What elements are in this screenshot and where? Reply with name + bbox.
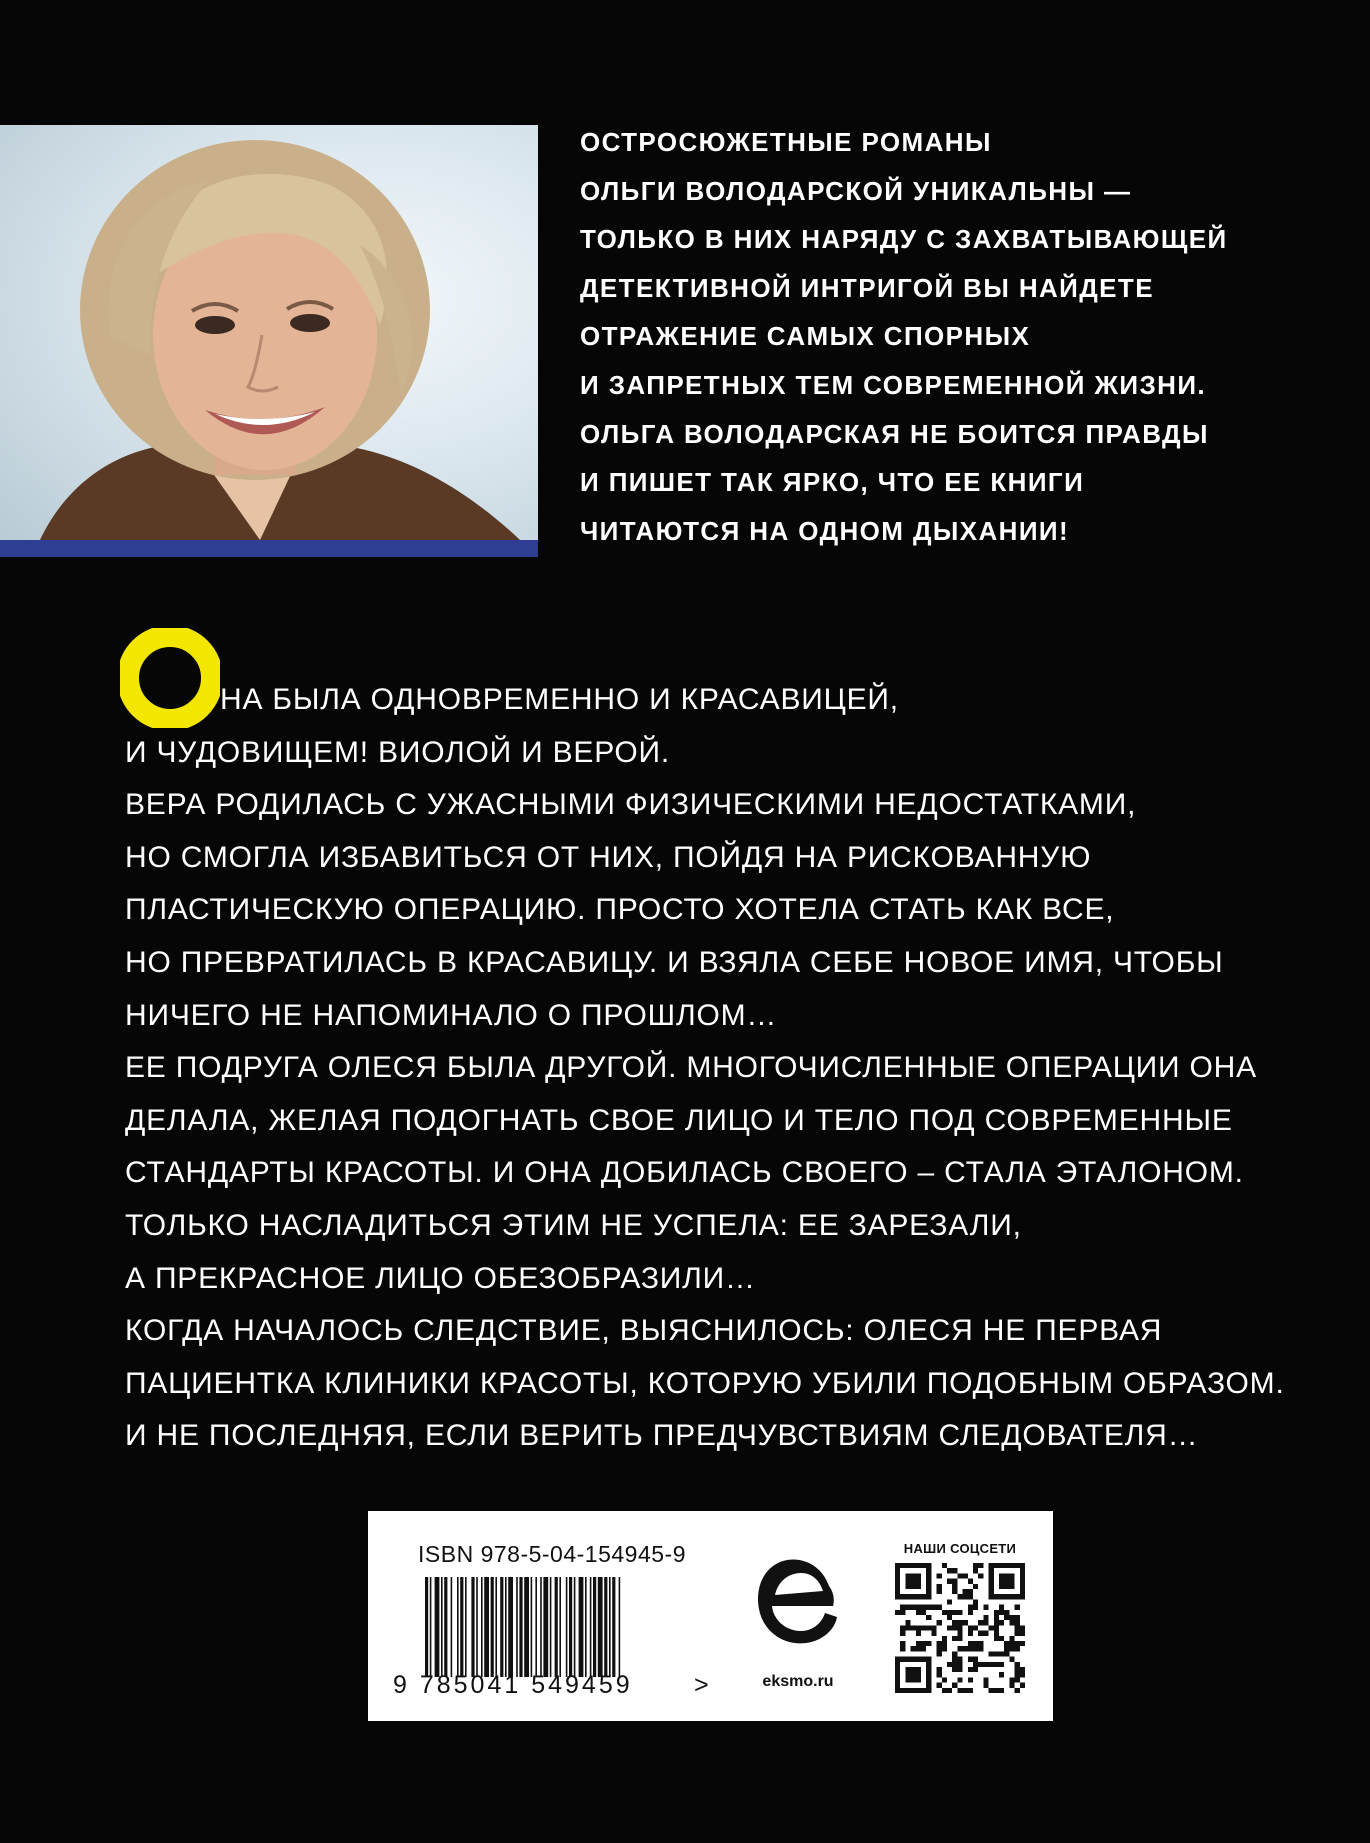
qr-code-icon[interactable] (895, 1563, 1025, 1693)
annotation-line: ПАЦИЕНТКА КЛИНИКИ КРАСОТЫ, КОТОРУЮ УБИЛИ ПОДОБНЫМ ОБРАЗОМ. (125, 1366, 1285, 1400)
author-blurb (580, 118, 1340, 555)
isbn-label: ISBN 978-5-04-154945-9 (418, 1541, 686, 1567)
blurb-line: И ЗАПРЕТНЫХ ТЕМ СОВРЕМЕННОЙ ЖИЗНИ. (580, 369, 1207, 400)
drop-cap (120, 628, 220, 728)
annotation-line: И НЕ ПОСЛЕДНЯЯ, ЕСЛИ ВЕРИТЬ ПРЕДЧУВСТВИЯМ СЛЕДОВАТЕЛЯ… (125, 1419, 1199, 1453)
eksmo-logo-icon (751, 1551, 841, 1661)
blurb-line: ОСТРОСЮЖЕТНЫЕ РОМАНЫ (580, 127, 992, 157)
annotation-line: ВЕРА РОДИЛАСЬ С УЖАСНЫМИ ФИЗИЧЕСКИМИ НЕДОСТАТКАМИ, (125, 788, 1137, 822)
annotation-line: СТАНДАРТЫ КРАСОТЫ. И ОНА ДОБИЛАСЬ СВОЕГО – СТАЛА ЭТАЛОНОМ. (125, 1156, 1244, 1190)
annotation-line: НО ПРЕВРАТИЛАСЬ В КРАСАВИЦУ. И ВЗЯЛА СЕБЕ НОВОЕ ИМЯ, ЧТОБЫ (125, 945, 1224, 979)
barcode-icon (425, 1577, 725, 1677)
author-photo (0, 125, 538, 557)
blurb-line: ЧИТАЮТСЯ НА ОДНОМ ДЫХАНИИ! (580, 515, 1070, 546)
book-annotation (125, 674, 1285, 1463)
annotation-line: И ЧУДОВИЩЕМ! ВИОЛОЙ И ВЕРОЙ. (125, 735, 671, 769)
blurb-line: ОЛЬГА ВОЛОДАРСКАЯ НЕ БОИТСЯ ПРАВДЫ (580, 418, 1209, 449)
blurb-line: ОЛЬГИ ВОЛОДАРСКОЙ УНИКАЛЬНЫ — (580, 175, 1132, 206)
annotation-line: ДЕЛАЛА, ЖЕЛАЯ ПОДОГНАТЬ СВОЕ ЛИЦО И ТЕЛО ПОД СОВРЕМЕННЫЕ (125, 1103, 1233, 1137)
social-label: НАШИ СОЦСЕТИ (903, 1541, 1017, 1556)
annotation-line: НО СМОГЛА ИЗБАВИТЬСЯ ОТ НИХ, ПОЙДЯ НА РИСКОВАННУЮ (125, 840, 1092, 874)
photo-stripe (0, 540, 538, 557)
publisher-site-link[interactable]: eksmo.ru (762, 1673, 834, 1690)
barcode-digits: 9 785041 549459 (393, 1671, 633, 1699)
blurb-line: ТОЛЬКО В НИХ НАРЯДУ С ЗАХВАТЫВАЮЩЕЙ (580, 224, 1228, 255)
annotation-line: ПЛАСТИЧЕСКУЮ ОПЕРАЦИЮ. ПРОСТО ХОТЕЛА СТАТЬ КАК ВСЕ, (125, 893, 1115, 927)
annotation-line: ЕЕ ПОДРУГА ОЛЕСЯ БЫЛА ДРУГОЙ. МНОГОЧИСЛЕННЫЕ ОПЕРАЦИИ ОНА (125, 1051, 1257, 1085)
annotation-line: НИЧЕГО НЕ НАПОМИНАЛО О ПРОШЛОМ… (125, 998, 778, 1032)
barcode-arrow: > (694, 1671, 709, 1699)
annotation-line: А ПРЕКРАСНОЕ ЛИЦО ОБЕЗОБРАЗИЛИ… (125, 1261, 756, 1295)
blurb-line: ДЕТЕКТИВНОЙ ИНТРИГОЙ ВЫ НАЙДЕТЕ (580, 272, 1154, 303)
annotation-line: ТОЛЬКО НАСЛАДИТЬСЯ ЭТИМ НЕ УСПЕЛА: ЕЕ ЗАРЕЗАЛИ, (125, 1208, 1022, 1242)
blurb-line: ОТРАЖЕНИЕ САМЫХ СПОРНЫХ (580, 321, 1031, 352)
annotation-first-line: НА БЫЛА ОДНОВРЕМЕННО И КРАСАВИЦЕЙ, (220, 683, 899, 716)
annotation-line: КОГДА НАЧАЛОСЬ СЛЕДСТВИЕ, ВЫЯСНИЛОСЬ: ОЛЕСЯ НЕ ПЕРВАЯ (125, 1314, 1163, 1348)
blurb-line: И ПИШЕТ ТАК ЯРКО, ЧТО ЕЕ КНИГИ (580, 467, 1085, 498)
info-box (368, 1511, 1053, 1721)
